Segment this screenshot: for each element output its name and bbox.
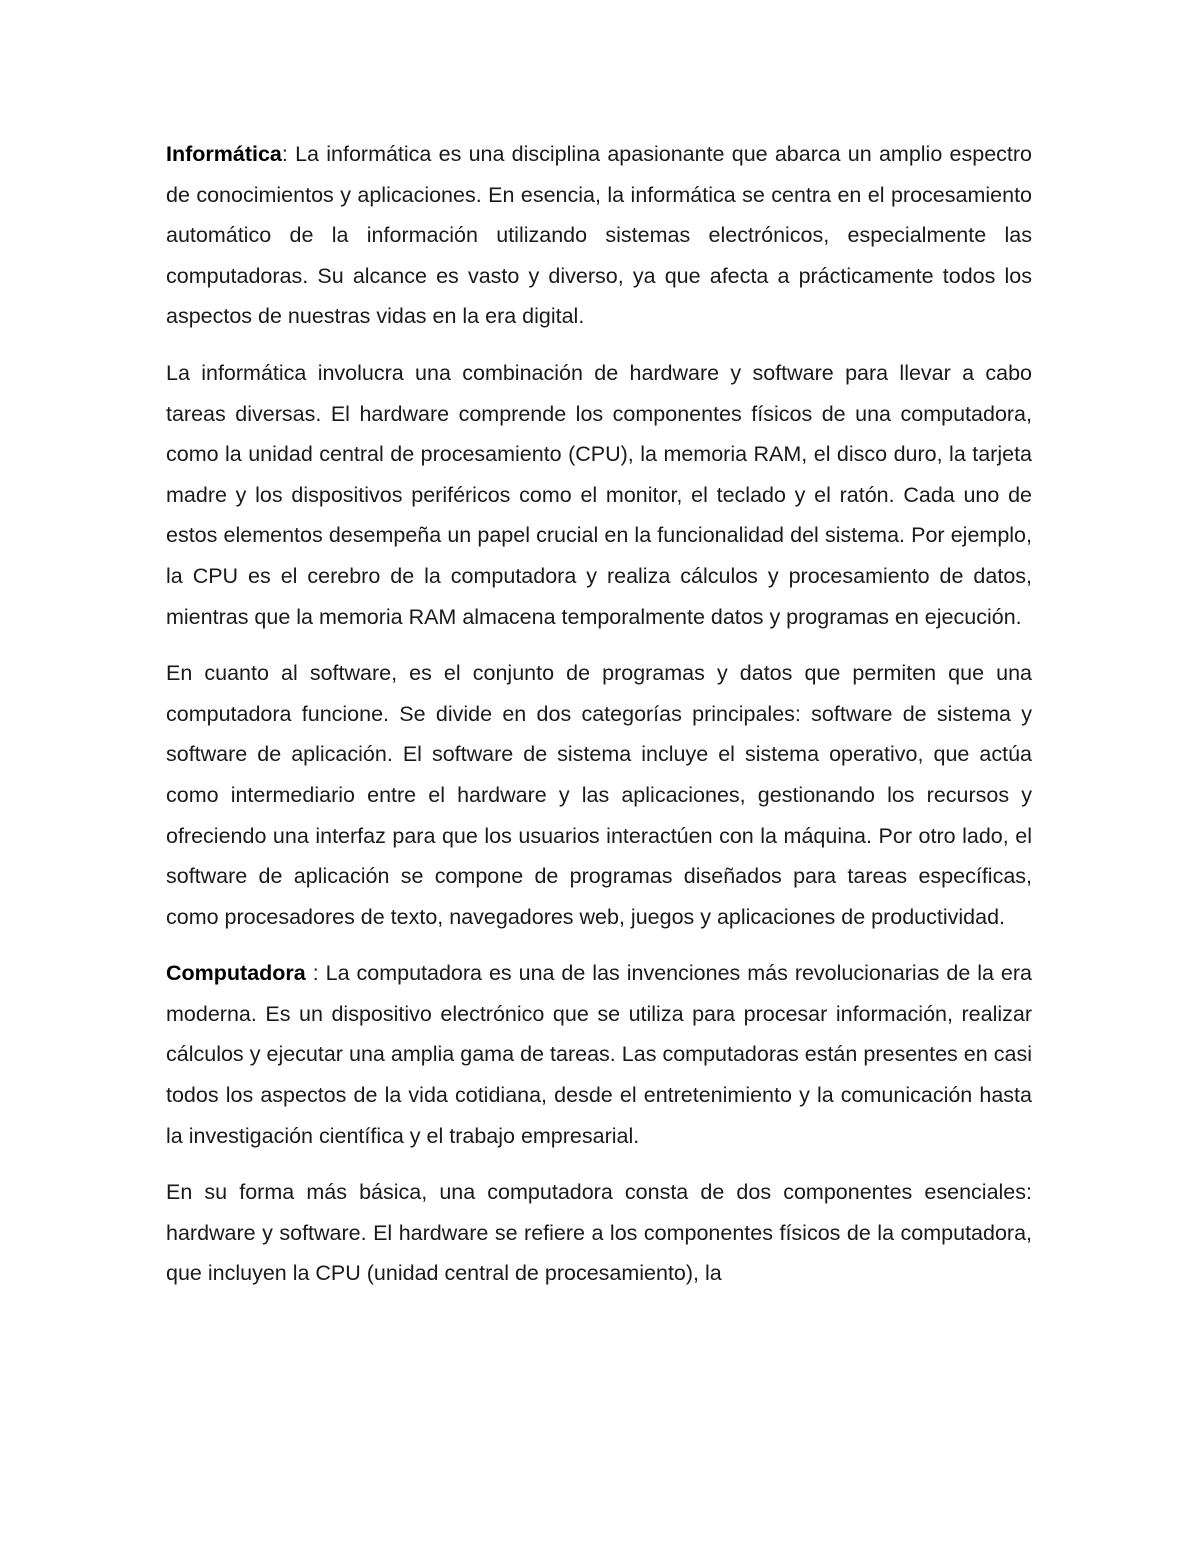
paragraph-text: La informática involucra una combinación de hardware y software para llevar a cabo tareas diversas. El hardware comprende los componentes físicos de una computadora, como la unidad central de procesamiento (CPU), la memoria RAM, el disco duro, la tarjeta madre y los dispositivos periféricos como el monitor, el teclado y el ratón. Cada uno de estos elementos desempeña un papel crucial en la funcionalidad del sistema. Por ejemplo, la CPU es el cerebro de la computadora y realiza cálculos y procesamiento de datos, mientras que la memoria RAM almacena temporalmente datos y programas en ejecución.	[166, 360, 1032, 629]
paragraph-computadora	[166, 953, 1032, 1156]
paragraph-text: En su forma más básica, una computadora consta de dos componentes esenciales: hardware y software. El hardware se refiere a los componentes físicos de la computadora, que incluyen la CPU (unidad central de procesamiento), la	[166, 1180, 1032, 1286]
paragraph-software	[166, 653, 1032, 937]
paragraph-text: : La computadora es una de las invenciones más revolucionarias de la era moderna. Es un dispositivo electrónico que se utiliza para procesar información, realizar cálculos y ejecutar una amplia gama de tareas. Las computadoras están presentes en casi todos los aspectos de la vida cotidiana, desde el entretenimiento y la comunicación hasta la investigación científica y el trabajo empresarial.	[166, 961, 1032, 1148]
paragraph-informatica	[166, 134, 1032, 337]
paragraph-text: En cuanto al software, es el conjunto de programas y datos que permiten que una computadora funcione. Se divide en dos categorías principales: software de sistema y software de aplicación. El software de sistema incluye el sistema operativo, que actúa como intermediario entre el hardware y las aplicaciones, gestionando los recursos y ofreciendo una interfaz para que los usuarios interactúen con la máquina. Por otro lado, el software de aplicación se compone de programas diseñados para tareas específicas, como procesadores de texto, navegadores web, juegos y aplicaciones de productividad.	[166, 661, 1032, 929]
paragraph-hardware-software	[166, 353, 1032, 637]
paragraph-text: : La informática es una disciplina apasionante que abarca un amplio espectro de conocimientos y aplicaciones. En esencia, la informática se centra en el procesamiento automático de la información utilizando sistemas electrónicos, especialmente las computadoras. Su alcance es vasto y diverso, ya que afecta a prácticamente todos los aspectos de nuestras vidas en la era digital.	[166, 142, 1032, 329]
term-computadora: Computadora	[166, 961, 306, 986]
term-informatica: Informática	[166, 142, 282, 166]
document-body	[166, 134, 1032, 1310]
paragraph-forma-basica	[166, 1172, 1032, 1294]
